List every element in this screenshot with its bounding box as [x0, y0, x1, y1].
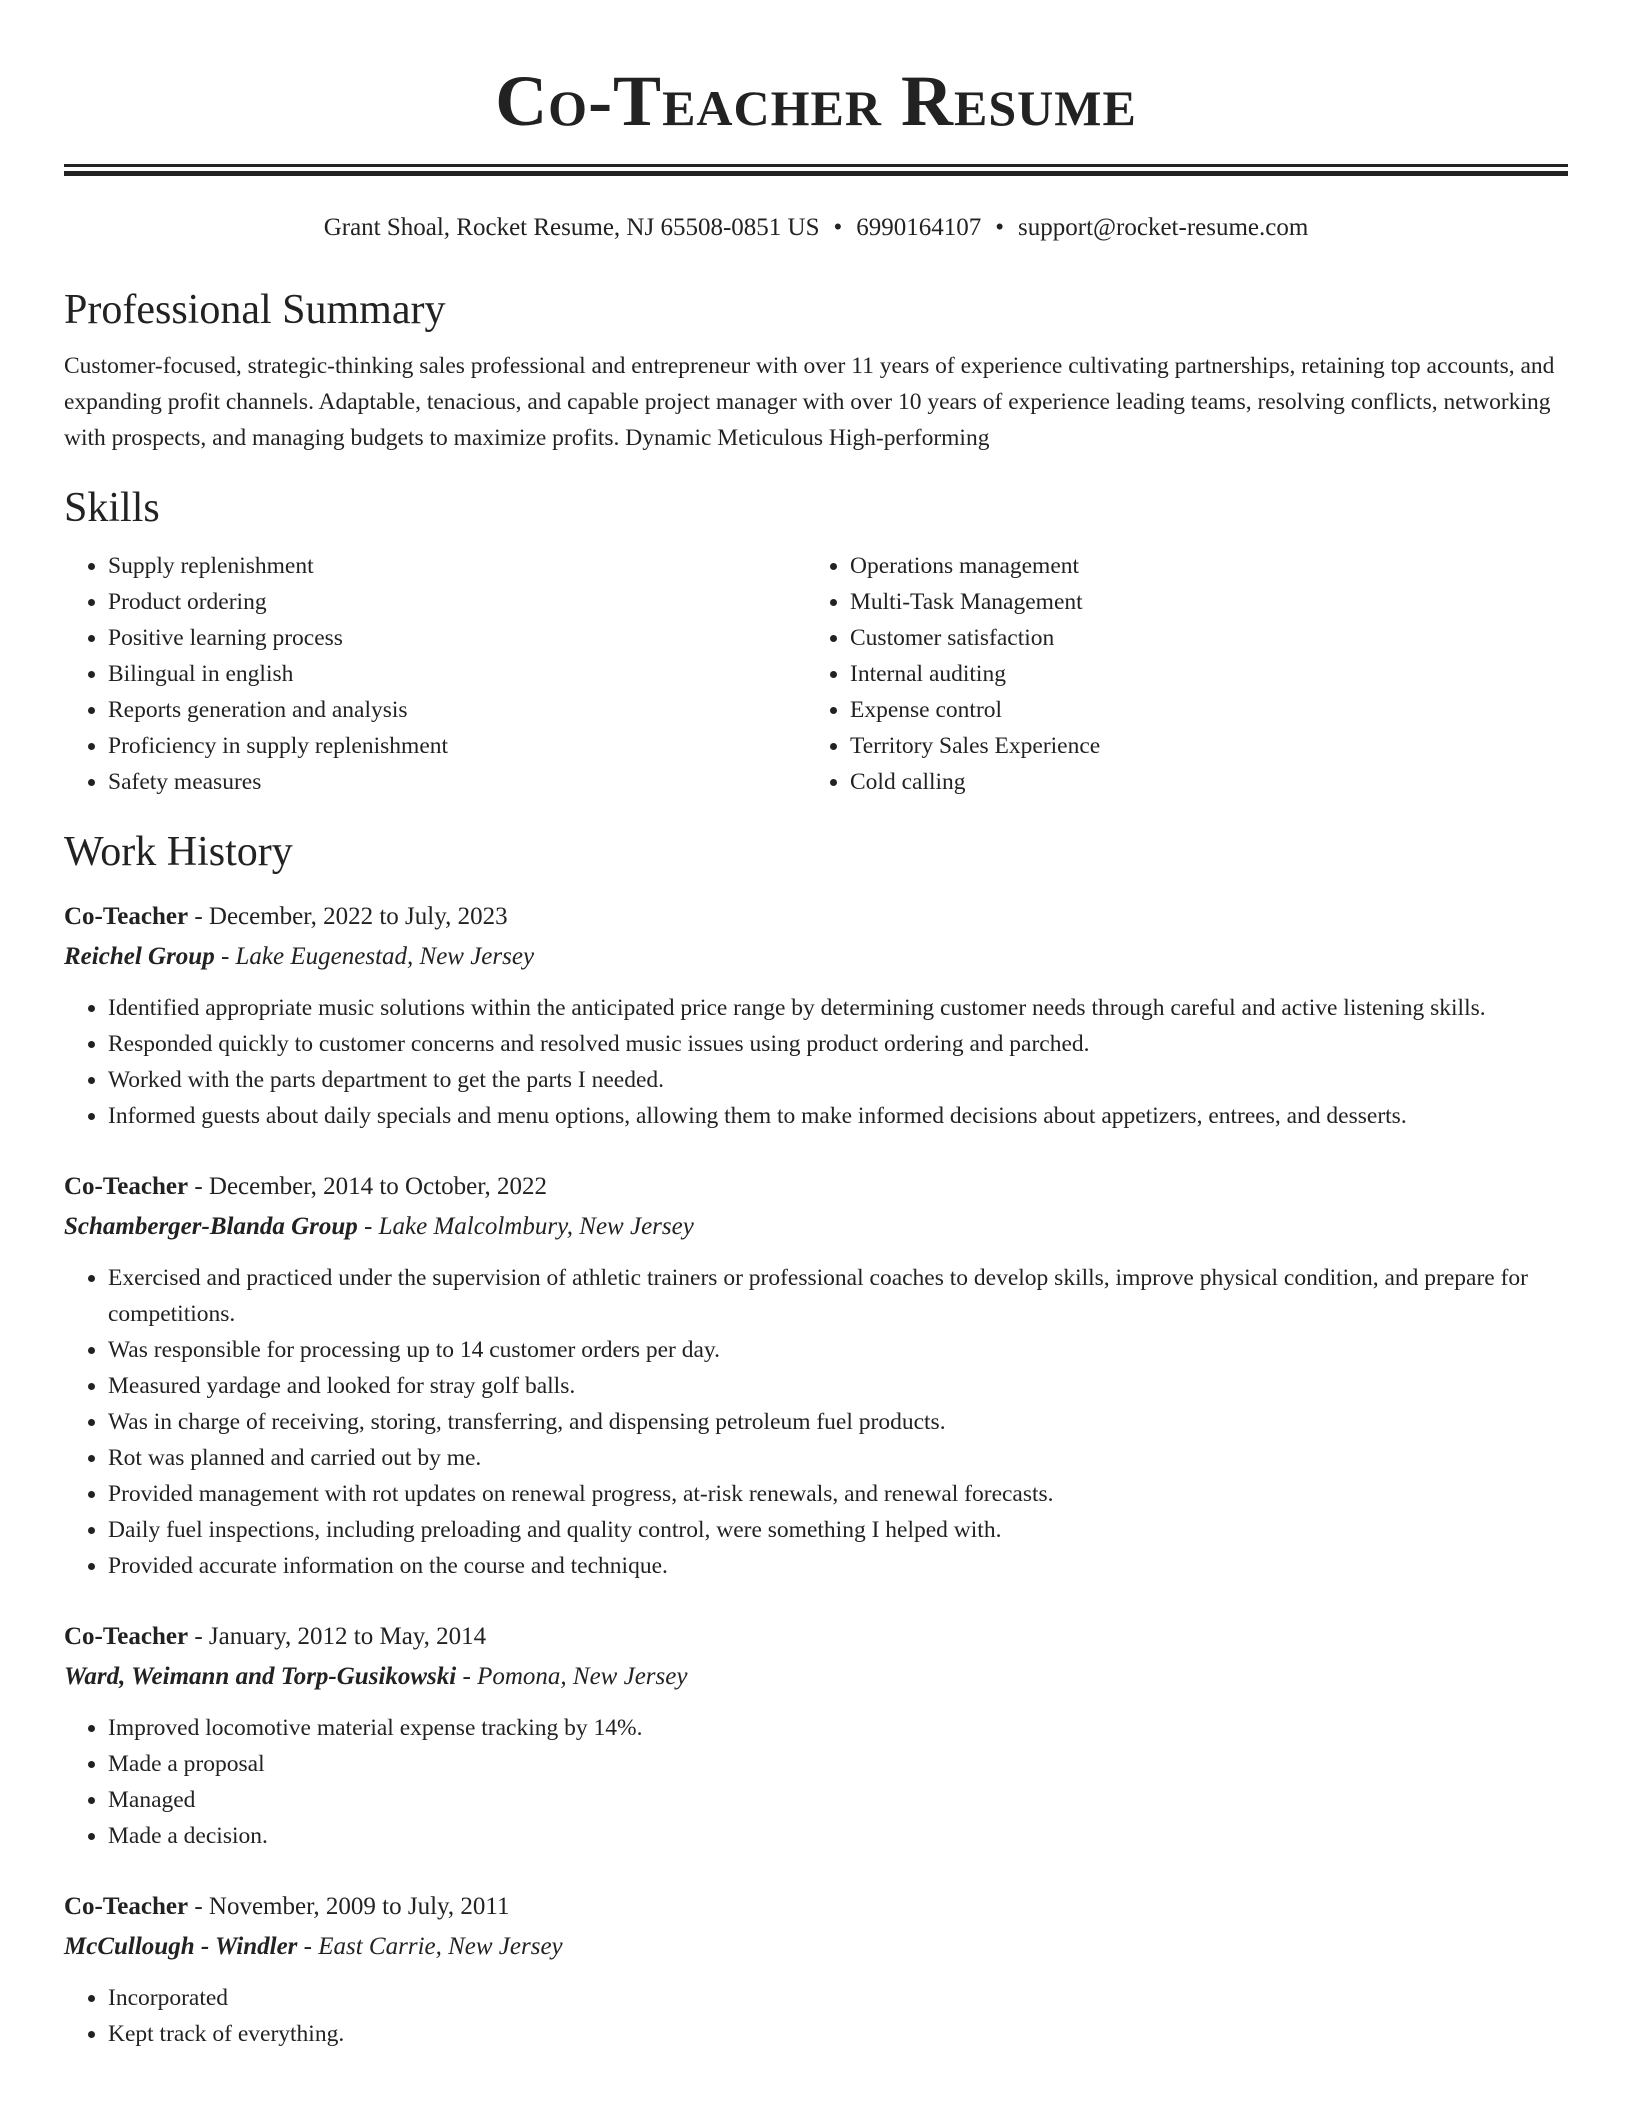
summary-text: Customer-focused, strategic-thinking sales professional and entrepreneur with over 11 years of experience cultivating partnerships, retaining top accounts, and expanding profit channels. Adaptable, tenacious, and capable project manager with over 10 years of experience leading teams, resolving conflicts, networking with prospects, and managing budgets to maximize profits. Dynamic Meticulous High-performing [64, 353, 1555, 451]
job-title-line: Co-Teacher - January, 2012 to May, 2014 [64, 1623, 487, 1650]
job-entry [64, 1618, 1568, 1854]
job-bullet: • Improved locomotive material expense tracking by 14%. [108, 1710, 1568, 1746]
job-bullet: • Provided management with rot updates on renewal progress, at-risk renewals, and renewal forecasts. [108, 1476, 1568, 1512]
skill-item: • Expense control [850, 692, 1548, 728]
job-bullet: • Worked with the parts department to get the parts I needed. [108, 1062, 1568, 1098]
job-dates: January, 2012 to May, 2014 [208, 1623, 487, 1650]
job-title-line: Co-Teacher - December, 2014 to October, 2022 [64, 1173, 548, 1200]
summary-heading: Professional Summary [64, 287, 446, 333]
job-bullet: • Daily fuel inspections, including preloading and quality control, were something I helped with. [108, 1512, 1568, 1548]
skill-item: • Cold calling [850, 764, 1548, 800]
job-title-line: Co-Teacher - November, 2009 to July, 2011 [64, 1893, 510, 1920]
contact-email[interactable]: support@rocket-resume.com [1018, 214, 1309, 241]
skill-item: • Product ordering [108, 584, 806, 620]
skill-item: • Internal auditing [850, 656, 1548, 692]
skills-columns [64, 548, 1568, 800]
job-bullets [64, 990, 1568, 1134]
skills-heading: Skills [64, 485, 160, 531]
job-bullet: • Made a proposal [108, 1746, 1568, 1782]
job-role: Co-Teacher [64, 1623, 189, 1650]
skill-item: • Operations management [850, 548, 1548, 584]
skills-list-left [64, 548, 806, 800]
contact-separator: • [833, 214, 843, 241]
job-company: Schamberger-Blanda Group [64, 1213, 358, 1240]
job-company-line: Schamberger-Blanda Group - Lake Malcolmbury, New Jersey [64, 1213, 694, 1240]
skill-item: • Supply replenishment [108, 548, 806, 584]
job-title-line: Co-Teacher - December, 2022 to July, 2023 [64, 903, 508, 930]
skill-item: • Customer satisfaction [850, 620, 1548, 656]
job-bullet: • Informed guests about daily specials and menu options, allowing them to make informed decisions about appetizers, entrees, and desserts. [108, 1098, 1568, 1134]
job-location: Lake Eugenestad, New Jersey [235, 943, 535, 970]
skill-item: • Multi-Task Management [850, 584, 1548, 620]
job-dates: December, 2022 to July, 2023 [208, 903, 508, 930]
job-role: Co-Teacher [64, 1173, 189, 1200]
skill-item: • Territory Sales Experience [850, 728, 1548, 764]
resume-page [64, 0, 1568, 2052]
job-bullet: • Incorporated [108, 1980, 1568, 2016]
job-location: Pomona, New Jersey [477, 1663, 688, 1690]
job-bullets [64, 1980, 1568, 2052]
job-bullet: • Was responsible for processing up to 14 customer orders per day. [108, 1332, 1568, 1368]
job-bullet: • Managed [108, 1782, 1568, 1818]
job-company-line: Reichel Group - Lake Eugenestad, New Jersey [64, 943, 535, 970]
skills-list-right [806, 548, 1548, 800]
job-location: East Carrie, New Jersey [318, 1933, 563, 1960]
job-bullet: • Rot was planned and carried out by me. [108, 1440, 1568, 1476]
contact-line [64, 212, 1568, 244]
job-bullet: • Provided accurate information on the course and technique. [108, 1548, 1568, 1584]
job-bullet: • Measured yardage and looked for stray golf balls. [108, 1368, 1568, 1404]
job-company-line: Ward, Weimann and Torp-Gusikowski - Pomona, New Jersey [64, 1663, 688, 1690]
contact-address: Grant Shoal, Rocket Resume, NJ 65508-0851 US [323, 214, 820, 241]
job-bullets [64, 1260, 1568, 1584]
contact-phone: 6990164107 [856, 214, 982, 241]
job-role: Co-Teacher [64, 1893, 189, 1920]
job-company: McCullough - Windler [64, 1933, 298, 1960]
job-location: Lake Malcolmbury, New Jersey [378, 1213, 694, 1240]
title-double-rule [64, 164, 1568, 176]
job-bullet: • Identified appropriate music solutions within the anticipated price range by determining customer needs through careful and active listening skills. [108, 990, 1568, 1026]
skill-item: • Bilingual in english [108, 656, 806, 692]
job-bullets [64, 1710, 1568, 1854]
work-history-heading: Work History [64, 829, 293, 875]
job-entry [64, 1888, 1568, 2052]
job-bullet: • Made a decision. [108, 1818, 1568, 1854]
job-dates: December, 2014 to October, 2022 [208, 1173, 548, 1200]
job-dates: November, 2009 to July, 2011 [208, 1893, 510, 1920]
skill-item: • Reports generation and analysis [108, 692, 806, 728]
job-company: Reichel Group [64, 943, 215, 970]
skill-item: • Proficiency in supply replenishment [108, 728, 806, 764]
job-bullet: • Responded quickly to customer concerns and resolved music issues using product ordering and parched. [108, 1026, 1568, 1062]
page-title: Co-Teacher Resume [495, 61, 1137, 141]
job-entry [64, 898, 1568, 1134]
job-bullet: • Was in charge of receiving, storing, transferring, and dispensing petroleum fuel products. [108, 1404, 1568, 1440]
job-bullet: • Exercised and practiced under the supervision of athletic trainers or professional coaches to develop skills, improve physical condition, and prepare for competitions. [108, 1260, 1568, 1332]
skill-item: • Safety measures [108, 764, 806, 800]
contact-separator: • [995, 214, 1005, 241]
skill-item: • Positive learning process [108, 620, 806, 656]
job-company-line: McCullough - Windler - East Carrie, New Jersey [64, 1933, 563, 1960]
job-role: Co-Teacher [64, 903, 189, 930]
job-entry [64, 1168, 1568, 1584]
job-company: Ward, Weimann and Torp-Gusikowski [64, 1663, 457, 1690]
job-bullet: • Kept track of everything. [108, 2016, 1568, 2052]
